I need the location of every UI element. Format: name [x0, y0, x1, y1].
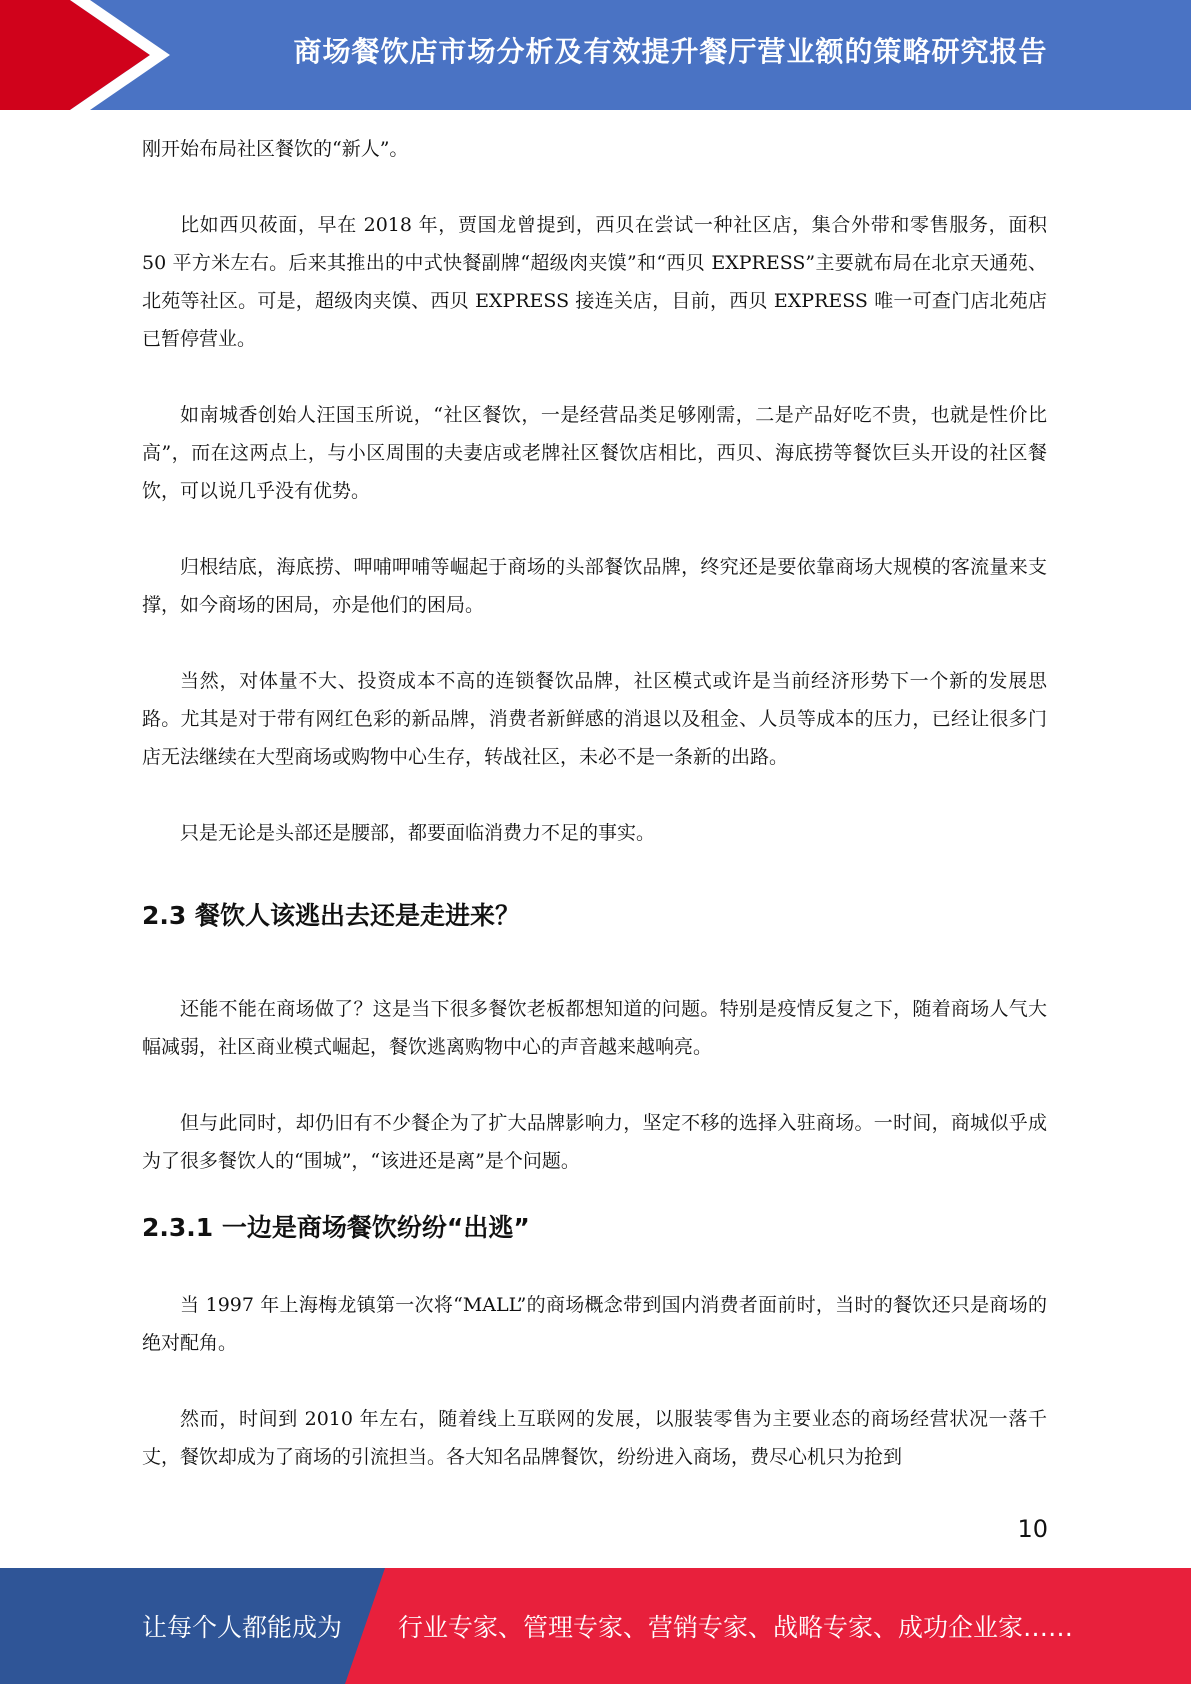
paragraph: 当然，对体量不大、投资成本不高的连锁餐饮品牌，社区模式或许是当前经济形势下一个新的发展思路。尤其是对于带有网红色彩的新品牌，消费者新鲜感的消退以及租金、人员等成本的压力，已经让很多门店无法继续在大型商场或购物中心生存，转战社区，未必不是一条新的出路。: [142, 670, 1047, 768]
paragraph: 刚开始布局社区餐饮的“新人”。: [142, 138, 409, 160]
paragraph: 但与此同时，却仍旧有不少餐企为了扩大品牌影响力，坚定不移的选择入驻商场。一时间，商城似乎成为了很多餐饮人的“围城”，“该进还是离”是个问题。: [142, 1112, 1047, 1172]
page-footer: [0, 1568, 1191, 1684]
paragraph: 归根结底，海底捞、呷哺呷哺等崛起于商场的头部餐饮品牌，终究还是要依靠商场大规模的客流量来支撑，如今商场的困局，亦是他们的困局。: [142, 556, 1047, 616]
paragraph: 当 1997 年上海梅龙镇第一次将“MALL”的商场概念带到国内消费者面前时，当时的餐饮还只是商场的绝对配角。: [142, 1294, 1047, 1354]
document-title: 商场餐饮店市场分析及有效提升餐厅营业额的策略研究报告: [293, 35, 1048, 68]
section-heading-2-3: 2.3 餐饮人该逃出去还是走进来？: [142, 901, 520, 930]
page-body: [142, 130, 1047, 1476]
paragraph: 还能不能在商场做了？这是当下很多餐饮老板都想知道的问题。特别是疫情反复之下，随着商场人气大幅减弱，社区商业模式崛起，餐饮逃离购物中心的声音越来越响亮。: [142, 998, 1047, 1058]
paragraph: 只是无论是头部还是腰部，都要面临消费力不足的事实。: [180, 822, 656, 844]
footer-slogan-right: 行业专家、管理专家、营销专家、战略专家、成功企业家……: [398, 1613, 1074, 1642]
paragraph: 比如西贝莜面，早在 2018 年，贾国龙曾提到，西贝在尝试一种社区店，集合外带和零售服务，面积 50 平方米左右。后来其推出的中式快餐副牌“超级肉夹馍”和“西贝 EXPRESS”主要就布局在北京天通苑、北苑等社区。可是，超级肉夹馍、西贝 EXPRESS 接连关店，目前，西贝 EXPRESS 唯一可查门店北苑店已暂停营业。: [142, 214, 1047, 350]
footer-slogan-left: 让每个人都能成为: [142, 1613, 343, 1642]
section-heading-2-3-1: 2.3.1 一边是商场餐饮纷纷“出逃”: [142, 1213, 530, 1242]
paragraph: 然而，时间到 2010 年左右，随着线上互联网的发展，以服装零售为主要业态的商场经营状况一落千丈，餐饮却成为了商场的引流担当。各大知名品牌餐饮，纷纷进入商场，费尽心机只为抢到: [142, 1408, 1047, 1468]
page-header: [0, 0, 1191, 110]
paragraph: 如南城香创始人汪国玉所说，“社区餐饮，一是经营品类足够刚需，二是产品好吃不贵，也就是性价比高”，而在这两点上，与小区周围的夫妻店或老牌社区餐饮店相比，西贝、海底捞等餐饮巨头开设的社区餐饮，可以说几乎没有优势。: [142, 404, 1047, 502]
page-number: 10: [1017, 1515, 1048, 1543]
